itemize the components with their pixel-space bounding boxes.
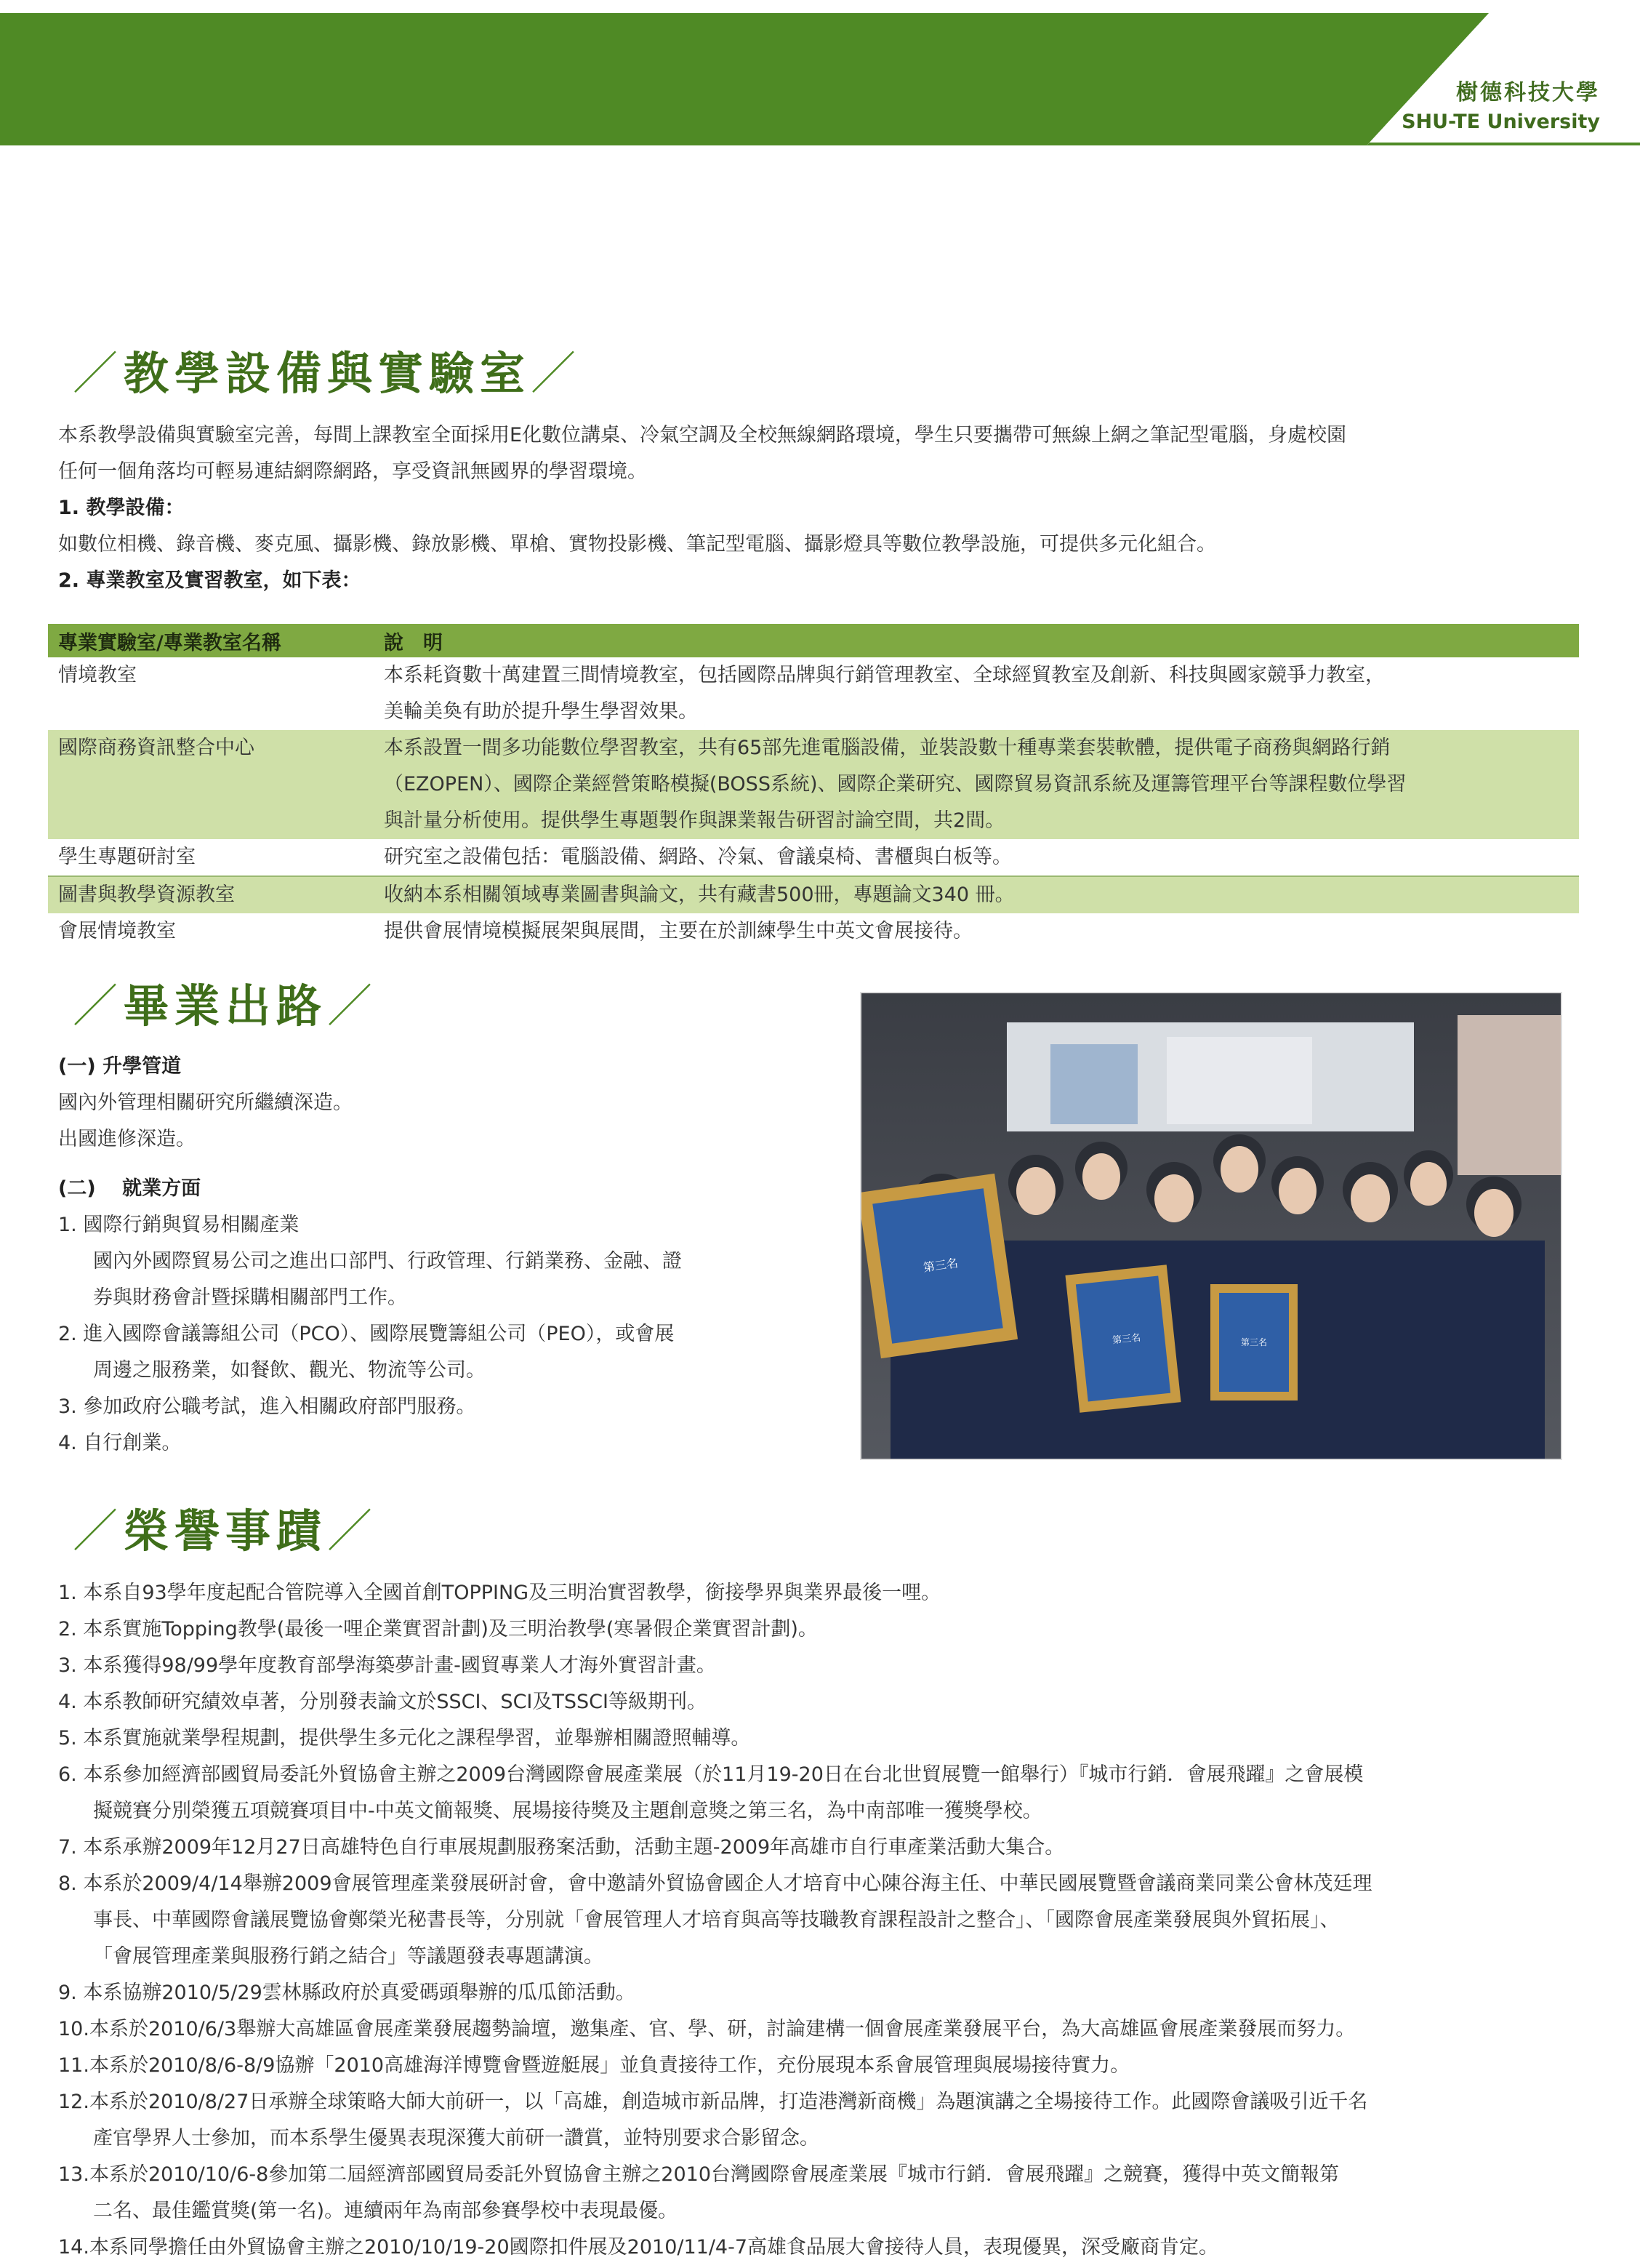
slash-icon: ／ <box>73 979 124 1033</box>
item1-heading: 1. 教學設備： <box>58 497 185 519</box>
table-row <box>48 730 1579 839</box>
honor-item <box>58 2157 1592 2229</box>
room-name: 國際商務資訊整合中心 <box>48 730 374 839</box>
table-header-name: 專業實驗室/專業教室名稱 <box>48 624 374 657</box>
honor-line: 8. 本系於2009/4/14舉辦2009會展管理產業發展研討會，會中邀請外貿協會國企人才培育中心陳谷海主任、中華民國展覽暨會議商業同業公會林茂廷理 <box>58 1872 1372 1895</box>
desc-line: 本系設置一間多功能數位學習教室，共有65部先進電腦設備，並裝設數十種專業套裝軟體，提供電子商務與網路行銷 <box>384 737 1391 759</box>
honor-line: 6. 本系參加經濟部國貿局委託外貿協會主辦之2009台灣國際會展產業展（於11月19-20日在台北世貿展覽一館舉行）『城市行銷．會展飛躍』之會展模 <box>58 1763 1364 1786</box>
honor-line: 產官學界人士參加，而本系學生優異表現深獲大前研一讚賞，並特別要求合影留念。 <box>93 2127 819 2149</box>
desc-line: （EZOPEN）、國際企業經營策略模擬(BOSS系統)、國際企業研究、國際貿易資訊系統及運籌管理平台等課程數位學習 <box>384 773 1407 796</box>
career-item-line: 券與財務會計暨採購相關部門工作。 <box>93 1286 407 1309</box>
career-item <box>58 1316 843 1389</box>
university-logo-cn: 樹德科技大學 <box>1456 80 1600 105</box>
facilities-title <box>73 348 582 400</box>
university-logo-en: SHU-TE University <box>1402 111 1600 133</box>
table-header-row <box>48 624 1579 657</box>
intro-line: 本系教學設備與實驗室完善，每間上課教室全面採用E化數位講桌、冷氣空調及全校無線網路環境，學生只要攜帶可無線上網之筆記型電腦，身處校園 <box>58 424 1347 446</box>
table-row <box>48 839 1579 876</box>
honor-line: 「會展管理產業與服務行銷之結合」等議題發表專題講演。 <box>93 1945 603 1968</box>
career-title <box>73 980 378 1033</box>
honor-item: 9. 本系協辦2010/5/29雲林縣政府於真愛碼頭舉辦的瓜瓜節活動。 <box>58 1982 635 2004</box>
students-award-photo <box>860 992 1562 1460</box>
honor-item: 14.本系同學擔任由外貿協會主辦之2010/10/19-20國際扣件展及2010/11/4-7高雄食品展大會接待人員，表現優異，深受廠商肯定。 <box>58 2236 1219 2259</box>
room-desc <box>374 913 1579 950</box>
intro-line: 任何一個角落均可輕易連結網際網路，享受資訊無國界的學習環境。 <box>58 460 647 483</box>
honor-item: 1. 本系自93學年度起配合管院導入全國首創TOPPING及三明治實習教學，銜接學界與業界最後一哩。 <box>58 1582 941 1604</box>
slash-icon: ／ <box>327 1504 379 1558</box>
table-row <box>48 913 1579 950</box>
facilities-title-text: 教學設備與實驗室 <box>124 347 531 400</box>
honor-item <box>58 2084 1592 2157</box>
room-desc <box>374 876 1579 913</box>
honor-item: 10.本系於2010/6/3舉辦大高雄區會展產業發展趨勢論壇，邀集產、官、學、研，討論建構一個會展產業發展平台，為大高雄區會展產業發展而努力。 <box>58 2018 1356 2040</box>
honor-item: 4. 本系教師研究績效卓著，分別發表論文於SSCI、SCI及TSSCI等級期刊。 <box>58 1691 707 1713</box>
career-content <box>58 1049 843 1462</box>
honors-list <box>58 1575 1592 2266</box>
honor-item: 7. 本系承辦2009年12月27日高雄特色自行車展規劃服務案活動，活動主題-2009年高雄市自行車產業活動大集合。 <box>58 1836 1065 1859</box>
honor-item <box>58 1866 1592 1975</box>
room-name: 圖書與教學資源教室 <box>48 876 374 913</box>
room-desc <box>374 730 1579 839</box>
desc-line: 本系耗資數十萬建置三間情境教室，包括國際品牌與行銷管理教室、全球經貿教室及創新、科技與國家競爭力教室， <box>384 664 1385 686</box>
career-item-line: 1. 國際行銷與貿易相關產業 <box>58 1214 300 1236</box>
desc-line: 研究室之設備包括：電腦設備、網路、冷氣、會議桌椅、書櫃與白板等。 <box>384 846 1012 868</box>
honor-line: 事長、中華國際會議展覽協會鄭榮光秘書長等，分別就「會展管理人才培育與高等技職教育課程設計之整合」、「國際會展產業發展與外貿拓展」、 <box>93 1909 1340 1931</box>
slash-icon: ／ <box>327 979 379 1033</box>
room-name: 情境教室 <box>58 664 137 686</box>
table-row <box>48 657 1579 730</box>
desc-line: 美輪美奐有助於提升學生學習效果。 <box>384 700 698 723</box>
facilities-intro <box>58 417 1592 599</box>
honor-item: 11.本系於2010/8/6-8/9協辦「2010高雄海洋博覽會暨遊艇展」並負責接待工作，充份展現本系會展管理與展場接待實力。 <box>58 2054 1130 2077</box>
career-item-line: 2. 進入國際會議籌組公司（PCO）、國際展覽籌組公司（PEO），或會展 <box>58 1323 675 1345</box>
certificate-label: 第三名 <box>1112 1332 1141 1347</box>
career-item-line: 周邊之服務業，如餐飲、觀光、物流等公司。 <box>93 1359 486 1382</box>
header-band <box>0 0 1640 145</box>
honor-item <box>58 1757 1592 1830</box>
career-item: 4. 自行創業。 <box>58 1432 182 1454</box>
item2-heading: 2. 專業教室及實習教室，如下表： <box>58 569 361 592</box>
career-sub1-line: 國內外管理相關研究所繼續深造。 <box>58 1091 353 1114</box>
honor-line: 12.本系於2010/8/27日承辦全球策略大師大前研一，以「高雄，創造城市新品牌，打造港灣新商機」為題演講之全場接待工作。此國際會議吸引近千名 <box>58 2091 1368 2113</box>
facility-table <box>48 624 1579 950</box>
career-item-line: 國內外國際貿易公司之進出口部門、行政管理、行銷業務、金融、證 <box>93 1250 682 1273</box>
room-name: 會展情境教室 <box>58 920 176 942</box>
table-header-desc: 說 明 <box>374 624 1579 657</box>
honors-title-text: 榮譽事蹟 <box>124 1504 328 1558</box>
slash-icon: ／ <box>73 1504 124 1558</box>
career-sub1-line: 出國進修深造。 <box>58 1128 196 1150</box>
honor-item: 5. 本系實施就業學程規劃，提供學生多元化之課程學習，並舉辦相關證照輔導。 <box>58 1727 751 1750</box>
certificate-label: 第三名 <box>1241 1337 1268 1347</box>
career-sub1: (一) 升學管道 <box>58 1055 182 1078</box>
desc-line: 收納本系相關領域專業圖書與論文，共有藏書500冊，專題論文340 冊。 <box>384 883 1015 906</box>
honor-line: 擬競賽分別榮獲五項競賽項目中-中英文簡報獎、展場接待獎及主題創意獎之第三名，為中南部唯一獲獎學校。 <box>93 1800 1042 1822</box>
career-item <box>58 1207 843 1316</box>
certificate-label: 第三名 <box>922 1256 959 1275</box>
photo-illustration <box>861 993 1561 1459</box>
career-title-text: 畢業出路 <box>124 979 328 1033</box>
honor-line: 13.本系於2010/10/6-8參加第二屆經濟部國貿局委託外貿協會主辦之2010台灣國際會展產業展『城市行銷．會展飛躍』之競賽，獲得中英文簡報第 <box>58 2163 1340 2186</box>
room-desc <box>374 839 1579 876</box>
honor-item: 3. 本系獲得98/99學年度教育部學海築夢計畫-國貿專業人才海外實習計畫。 <box>58 1654 716 1677</box>
desc-line: 與計量分析使用。提供學生專題製作與課業報告研習討論空間，共2間。 <box>384 809 1005 832</box>
honor-item: 2. 本系實施Topping教學(最後一哩企業實習計劃)及三明治教學(寒暑假企業實習計劃)。 <box>58 1618 818 1640</box>
room-name: 學生專題研討室 <box>48 839 374 876</box>
slash-icon: ／ <box>73 347 124 400</box>
table-row <box>48 876 1579 913</box>
career-sub2: (二) 就業方面 <box>58 1177 201 1200</box>
item1-text: 如數位相機、錄音機、麥克風、攝影機、錄放影機、單槍、實物投影機、筆記型電腦、攝影燈具等數位教學設施，可提供多元化組合。 <box>58 533 1216 556</box>
desc-line: 提供會展情境模擬展架與展間，主要在於訓練學生中英文會展接待。 <box>384 920 973 942</box>
slash-icon: ／ <box>531 347 582 400</box>
honor-line: 二名、最佳鑑賞獎(第一名)。連續兩年為南部參賽學校中表現最優。 <box>93 2200 678 2222</box>
career-item: 3. 參加政府公職考試，進入相關政府部門服務。 <box>58 1395 476 1418</box>
room-desc <box>374 657 1579 730</box>
honors-title <box>73 1505 378 1558</box>
